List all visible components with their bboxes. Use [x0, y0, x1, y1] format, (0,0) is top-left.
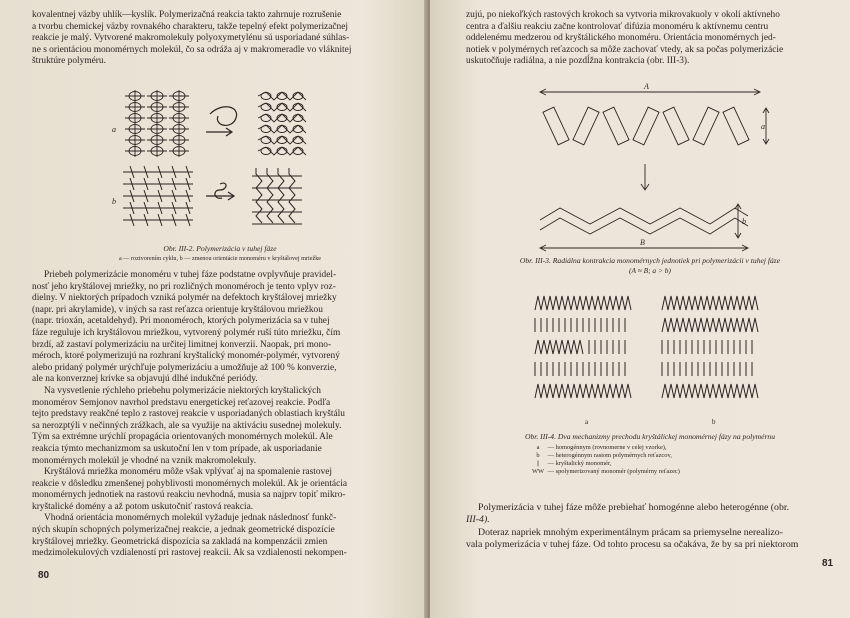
monomer-bond — [147, 90, 167, 102]
lattice-cross — [151, 178, 165, 190]
text-line: medzimolekulových vzdialeností pri rastovej reakcii. Ak sa vzdialenosti nekompen- — [32, 548, 347, 559]
fig3-label-a: a — [761, 122, 765, 131]
lattice-cross — [165, 178, 179, 190]
monomer-bond — [169, 90, 189, 102]
polymer-zigzag — [662, 384, 758, 398]
text-line: oddelenému medzerou od kryštálického monoméru. Orientácia monomérnych jed- — [466, 33, 776, 44]
lattice-cross — [179, 214, 193, 226]
figure-iii-2-caption — [40, 244, 400, 263]
figure-iii-3-caption — [470, 256, 830, 275]
polymer-zigzag — [662, 318, 758, 332]
lattice-cross — [179, 190, 193, 202]
text-line: Polymerizácia v tuhej fáze môže prebiehať homogénne alebo heterogénne (obr. — [478, 502, 790, 513]
lattice-cross — [151, 166, 165, 178]
text-line: notiek v polymérnych reťazcoch sa môže zachovať vtedy, ak sa počas polymerizácie — [466, 44, 784, 55]
fig3-monomer-rectangles — [543, 107, 749, 145]
fig3-label-B: B — [640, 238, 645, 247]
fig2-label-a: a — [112, 125, 116, 134]
monomer-bond — [125, 134, 145, 146]
text-line: centra a ďalšiu reakciu začne kontrolovať difúzia monoméru k aktívnemu centru — [466, 21, 769, 32]
fig2-a-monomer-lattice — [125, 90, 189, 157]
legend-row: a — homogénnym (rovnomerne v celej vzorke), — [536, 444, 667, 451]
lattice-cross — [151, 202, 165, 214]
lattice-cross — [123, 166, 137, 178]
polymer-chain — [258, 125, 306, 133]
text-line: vala polymerizácia v tuhej fáze. Od tohto procesu sa očakáva, že by sa pri niektorom — [466, 539, 799, 551]
polymer-chain — [258, 103, 306, 111]
text-line: štruktúre polyméru. — [32, 56, 106, 67]
monomer-bond — [147, 112, 167, 124]
monomer-rectangle — [663, 107, 689, 145]
monomer-bond — [169, 134, 189, 146]
text-line: ných skupín schopných polymerizačnej reakcie, a jednak geometrické dispozície — [32, 525, 335, 536]
fig2-a-arrow-loop — [206, 107, 237, 136]
page-number-right: 81 — [822, 558, 834, 569]
text-line: Doteraz napriek mnohým experimentálnym prácam sa priemyselne nerealizo- — [478, 526, 783, 538]
lattice-cross — [165, 190, 179, 202]
monomer-bond — [125, 90, 145, 102]
figure-iii-4 — [430, 292, 850, 432]
fig2-label-b: b — [112, 197, 116, 206]
monomer-bond — [125, 145, 145, 157]
lattice-cross — [137, 202, 151, 214]
lattice-cross — [165, 166, 179, 178]
text-line: monomérnych jednotiek na rastovú reakciu nevhodná, musia sa najprv topiť mikro- — [32, 490, 346, 501]
polymer-chain — [258, 92, 306, 100]
right-body-paragraph — [466, 502, 832, 552]
lattice-cross — [151, 214, 165, 226]
fig3-zigzag-polymer — [540, 208, 748, 234]
text-line: tejto predstavy reakčné teplo z rastovej reakcie v usporiadaných oblastiach kryštálu — [32, 409, 345, 420]
fig2-b-arrow — [206, 183, 234, 200]
monomer-bond — [169, 101, 189, 113]
text-line: kryštálovej mriežky. Geometrická dispozícia sa zakladá na kompenzácii zmien — [32, 536, 328, 547]
polymer-zigzag — [535, 296, 631, 310]
text-line: ale na konverznej krivke sa objavujú dlhé indukčné periódy. — [32, 374, 258, 385]
figure-iii-4-legend — [530, 444, 790, 476]
text-line: Na vysvetlenie rýchleho priebehu polymerizácie niektorých kryštalických — [44, 385, 321, 396]
monomer-rectangle — [573, 107, 599, 145]
text-line: Vhodná orientácia monomérnych molekúl vyžaduje jednak následnosť funkč- — [44, 513, 337, 524]
fig4-label-a: a — [585, 418, 589, 426]
lattice-cross — [137, 178, 151, 190]
left-body-paragraph — [32, 270, 404, 560]
polymer-zigzag — [662, 296, 758, 310]
text-line: (napr. pri akrylamide), v iných sa rast reťazca orientuje kryštálovou mriežkou — [32, 304, 323, 315]
polymer-zigzag — [535, 340, 583, 354]
fig2-b-zigzag — [252, 168, 302, 224]
lattice-cross — [137, 166, 151, 178]
monomer-bond — [147, 145, 167, 157]
lattice-cross — [151, 190, 165, 202]
fig3-label-A: A — [644, 82, 649, 91]
fig3-arrow-A — [540, 89, 760, 95]
lattice-cross — [179, 166, 193, 178]
text-line: a tvorbu chemickej väzby rovnakého charakteru, takže tepelný efekt polymerizačnej — [32, 21, 348, 32]
polymer-chain — [258, 114, 306, 122]
text-line: reakcie je malý. Vytvorené makromolekuly polyoxymetylénu sú usporiadané súhlas- — [32, 33, 350, 44]
monomer-rectangle — [723, 107, 749, 145]
caption-title: Obr. III-3. Radiálna kontrakcia monomérnych jednotiek pri polymerizácii v tuhej fáze — [519, 256, 781, 265]
text-line: reakcia týmto mechanizmom sa uskutoční len v tom prípade, ak usporiadanie — [32, 443, 322, 454]
monomer-bond — [169, 112, 189, 124]
monomer-bond — [125, 112, 145, 124]
text-line: méroch, ktoré polymerizujú na rozhraní kryštalický monomér-polymér, vytvorený — [32, 351, 340, 362]
figure-iii-3 — [430, 80, 850, 270]
text-line: brzdí, až zastaví polymerizáciu na určitej limitnej konverzii. Naopak, pri mono- — [32, 339, 332, 350]
lattice-cross — [165, 214, 179, 226]
lattice-cross — [137, 214, 151, 226]
caption-title: Obr. III-2. Polymerizácia v tuhej fáze — [163, 244, 277, 253]
page-number-left: 80 — [38, 570, 50, 581]
fig3-down-arrow — [641, 164, 649, 190]
monomer-bond — [147, 123, 167, 135]
monomer-bond — [147, 101, 167, 113]
left-intro-paragraph — [32, 10, 404, 68]
legend-row: WW — spolymerizovaný monomér (polymérny reťazec) — [531, 468, 680, 475]
lattice-cross — [123, 202, 137, 214]
figure-iii-4-caption — [470, 432, 830, 442]
text-line: fáze reguluje ich kryštálovou mriežkou, vytvorený polymér ruší túto mriežku, čím — [32, 327, 341, 338]
monomer-rectangle — [543, 107, 569, 145]
caption-math: (A ≈ B; a > b) — [629, 265, 671, 275]
text-line: kovalentnej väzby uhlík—kyslík. Polymerizačná reakcia takto zahrnuje rozrušenie — [32, 10, 342, 20]
caption-title: Obr. III-4. Dva mechanizmy prechodu kryštálickej monomérnej fázy na polymérnu — [524, 432, 776, 441]
polymer-chain — [258, 136, 306, 144]
figure-iii-2 — [0, 76, 428, 256]
text-line: reakcie v dôsledku zmenšenej pohyblivosti monomérnych molekúl. Ak je orientácia — [32, 478, 348, 489]
fig4-label-b: b — [712, 418, 716, 426]
text-line: III-4). — [466, 514, 490, 526]
monomer-bond — [147, 134, 167, 146]
text-line: ne s orientáciou monomérnych molekúl, čo sa odráža aj v makromeradle vo vláknitej — [32, 44, 352, 55]
caption-sub: a — roztvorením cyklu, b — zmenou orientácie monoméru v kryštálovej mriežke — [118, 254, 322, 262]
lattice-cross — [179, 178, 193, 190]
text-line: Kryštálová mriežka monoméru môže však vplývať aj na spomalenie rastovej — [44, 467, 333, 478]
lattice-cross — [137, 190, 151, 202]
legend-row: b — heterogénnym rastom polymérnych reťazcov, — [536, 452, 672, 459]
monomer-rectangle — [633, 107, 659, 145]
legend-row: || — kryštalický monomér, — [536, 460, 612, 467]
lattice-cross — [123, 190, 137, 202]
text-line: sa nerozptýli v nečinných zrážkach, ale sa využije na aktiváciu susednej molekuly. — [32, 420, 342, 431]
text-line: uskutočňuje radiálna, a nie pozdĺžna kontrakcia (obr. III-3). — [466, 56, 690, 67]
lattice-cross — [165, 202, 179, 214]
fig2-b-lattice — [123, 166, 193, 226]
text-line: nosť jeho kryštálovej mriežky, no pri rozličných monoméroch je tento vplyv roz- — [32, 281, 336, 292]
text-line: zujú, po niekoľkých rastových krokoch sa vytvoria mikrovakuoly v okolí aktívneho — [466, 10, 780, 20]
monomer-rectangle — [603, 107, 629, 145]
lattice-cross — [123, 214, 137, 226]
lattice-cross — [179, 202, 193, 214]
monomer-bond — [125, 101, 145, 113]
monomer-bond — [169, 123, 189, 135]
polymer-zigzag — [535, 384, 631, 398]
monomer-bond — [125, 123, 145, 135]
fig3-label-b: b — [742, 217, 746, 226]
text-line: (napr. trioxán, acetaldehyd). Pri monoméroch, ktorých polymerizácia sa v tuhej — [32, 316, 330, 327]
right-intro-paragraph — [466, 10, 832, 68]
text-line: monomérnych molekúl je vhodné na vznik makromolekuly. — [32, 455, 257, 466]
text-line: Tým sa extrémne urýchlí propagácia orientovaných monomérnych molekúl. Ale — [32, 432, 333, 443]
right-page — [430, 0, 850, 618]
text-line: Priebeh polymerizácie monoméru v tuhej fáze podstatne ovplyvňuje pravidel- — [44, 270, 337, 280]
polymer-chain — [258, 147, 306, 155]
lattice-cross — [123, 178, 137, 190]
text-line: monomérov Semjonov navrhol predstavu energetickej reťazovej reakcie. Podľa — [32, 397, 331, 408]
fig2-a-polymer-chains — [258, 92, 306, 155]
text-line: dielny. V niektorých prípadoch vzniká polymér na defektoch kryštálovej mriežky — [32, 293, 337, 304]
monomer-rectangle — [693, 107, 719, 145]
text-line: alebo pridaný polymér urýchľuje polymerizáciu a umožňuje až 100 % konverzie, — [32, 362, 337, 373]
text-line: kryštalické domény a až potom uskutočniť rastová reakcia. — [32, 501, 254, 512]
monomer-bond — [169, 145, 189, 157]
